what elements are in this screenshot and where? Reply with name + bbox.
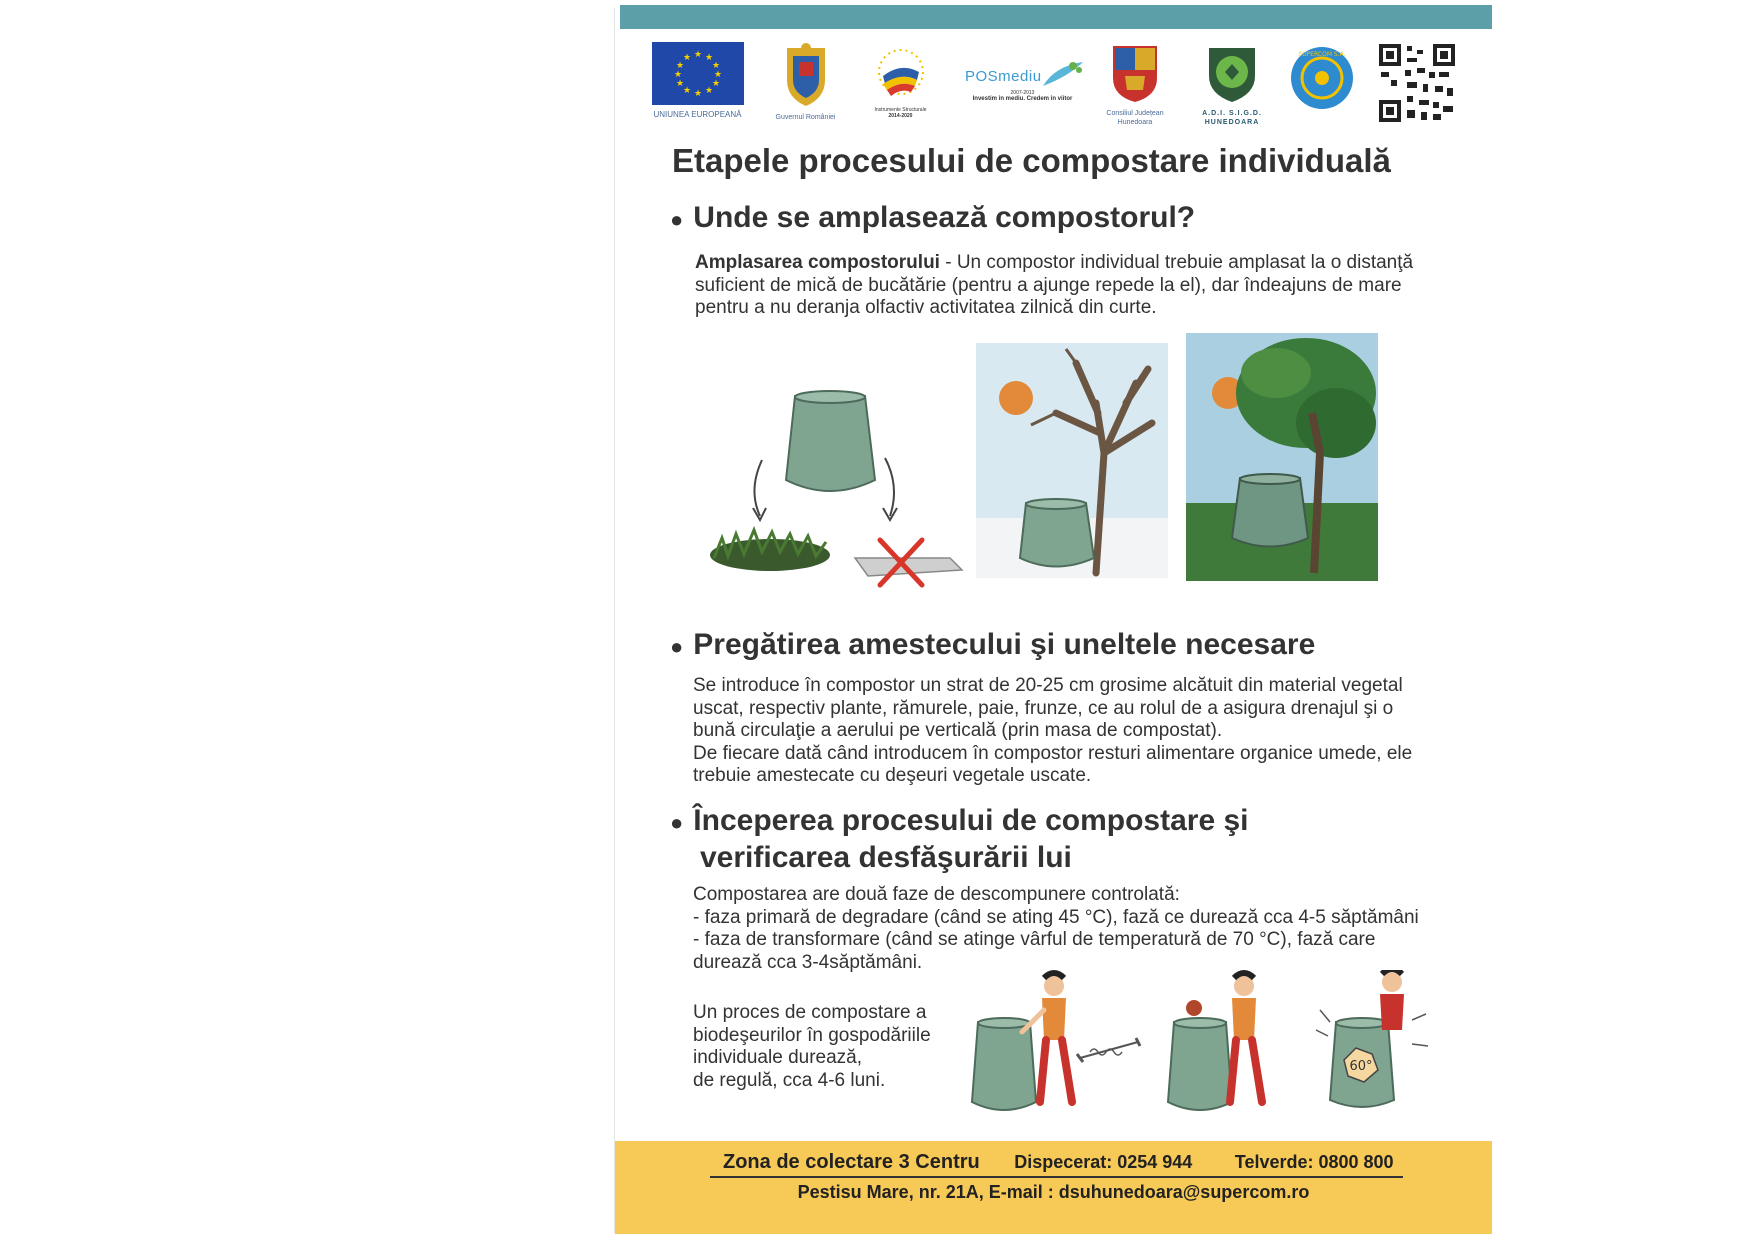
svg-text:★: ★ xyxy=(673,70,682,80)
section2-line: uscat, respectiv plante, rămurele, paie, frunze, ce au rolul de a asigura drenajul şi o xyxy=(693,697,1394,719)
thermometer-reading: 60° xyxy=(1349,1059,1373,1074)
bullet-icon: ● xyxy=(670,809,684,835)
government-caption: Guvernul României xyxy=(775,114,836,121)
structural-instruments-icon xyxy=(871,42,931,102)
logo-strip xyxy=(640,42,1470,132)
section1-lead: Amplasarea compostorului xyxy=(695,252,940,273)
svg-text:★: ★ xyxy=(675,79,684,89)
section3-line: - faza primară de degradare (când se ating 45 °C), fază ce durează cca 4-5 săptămâni xyxy=(693,906,1419,928)
county-council-caption-2: Hunedoara xyxy=(1117,119,1153,126)
duration-line: biodeşeurilor în gospodăriile xyxy=(693,1024,931,1046)
page-title: Etapele procesului de compostare individuală xyxy=(672,142,1391,179)
adi-sigd-caption-2: HUNEDOARA xyxy=(1204,119,1260,126)
qr-code-icon xyxy=(1377,42,1457,124)
posmediu-tagline: Investim în mediu. Credem în viitor xyxy=(972,96,1073,102)
posmediu-leaf-icon xyxy=(1041,60,1085,88)
section3-line: Compostarea are două faze de descompunere controlată: xyxy=(693,884,1180,905)
svg-text:★: ★ xyxy=(704,53,713,63)
svg-text:★: ★ xyxy=(682,86,691,96)
collection-zone: Zona de colectare 3 Centru xyxy=(723,1151,980,1173)
svg-text:★: ★ xyxy=(693,50,702,60)
duration-line: Un proces de compostare a xyxy=(693,1002,927,1023)
section1-line3: pentru a nu deranja olfactiv activitatea zilnică din curte. xyxy=(695,297,1157,318)
top-color-bar xyxy=(620,5,1492,29)
section1-paragraph xyxy=(695,252,1413,320)
duration-paragraph xyxy=(693,1002,931,1092)
composting-steps-illustration xyxy=(960,970,1450,1118)
section3-line: - faza de transformare (când se atinge vârful de temperatură de 70 °C), fază care xyxy=(693,929,1376,950)
posmediu-logo xyxy=(955,60,1090,102)
romanian-coat-of-arms-icon xyxy=(781,42,831,108)
footer-divider xyxy=(710,1176,1403,1178)
summer-tree-illustration xyxy=(1186,333,1378,581)
qr-code xyxy=(1375,42,1459,129)
footer-address: Pestisu Mare, nr. 21A, E-mail : dsuhunedoara@supercom.ro xyxy=(797,1182,1310,1202)
adi-sigd-shield-icon xyxy=(1203,42,1261,104)
section1-line2: suficient de mică de bucătărie (pentru a ajunge repede la el), dar îndeajuns de mare xyxy=(695,274,1402,296)
section2-heading-text: Pregătirea amestecului şi uneltele necesare xyxy=(693,628,1316,661)
section1-heading-text: Unde se amplasează compostorul? xyxy=(693,201,1196,234)
section2-line: Se introduce în compostor un strat de 20-25 cm grosime alcătuit din material vegetal xyxy=(693,675,1403,696)
government-logo xyxy=(768,42,843,122)
section3-heading-line1: Începerea procesului de compostare şi xyxy=(693,804,1249,837)
bin-placement-illustration xyxy=(700,380,970,600)
supercom-name: SUPERCOM S.A. xyxy=(1298,51,1346,58)
duration-line: individuale durează, xyxy=(693,1047,863,1068)
eu-flag-icon xyxy=(652,42,744,105)
section2-line: De fiecare dată când introducem în compostor resturi alimentare organice umede, ele xyxy=(693,742,1413,764)
winter-tree-illustration xyxy=(976,343,1168,578)
posmediu-years: 2007-2013 xyxy=(1010,90,1035,96)
contact-footer xyxy=(615,1141,1492,1234)
footer-contacts xyxy=(723,1151,1413,1174)
svg-text:★: ★ xyxy=(713,70,722,80)
section3-line: durează cca 3-4săptămâni. xyxy=(693,951,923,973)
structural-instruments-logo xyxy=(858,42,943,119)
county-coat-of-arms-icon xyxy=(1109,42,1161,104)
eu-caption: UNIUNEA EUROPEANĂ xyxy=(653,110,742,119)
svg-text:★: ★ xyxy=(693,89,702,99)
section1-heading xyxy=(670,200,1195,237)
section3-heading xyxy=(670,803,1249,875)
structural-instruments-caption-1: Instrumente Structurale xyxy=(874,107,927,113)
county-council-caption-1: Consiliul Județean xyxy=(1106,110,1164,117)
section2-paragraph xyxy=(693,675,1412,788)
posmediu-name: POSmediu xyxy=(965,68,1042,85)
section1-line1: - Un compostor individual trebuie amplasat la o distanţă xyxy=(939,252,1414,273)
section3-heading-line2: verificarea desfăşurării lui xyxy=(700,840,1072,874)
duration-line: de regulă, cca 4-6 luni. xyxy=(693,1069,886,1091)
eu-logo xyxy=(650,42,745,119)
adi-sigd-logo xyxy=(1192,42,1272,127)
svg-text:★: ★ xyxy=(711,61,720,71)
greenline-phone: Telverde: 0800 800 xyxy=(1234,1152,1394,1172)
supercom-emblem-icon xyxy=(1289,42,1355,114)
dispatch-phone: Dispecerat: 0254 944 xyxy=(1014,1152,1193,1172)
page-edge xyxy=(614,8,615,1233)
svg-text:★: ★ xyxy=(704,86,713,96)
structural-instruments-caption-2: 2014-2020 xyxy=(888,113,913,119)
supercom-logo xyxy=(1282,42,1362,119)
svg-text:★: ★ xyxy=(675,61,684,71)
section3-paragraph xyxy=(693,884,1419,974)
section2-line: bună circulaţie a aerului pe verticală (prin masa de compostat). xyxy=(693,720,1223,741)
bullet-icon: ● xyxy=(670,206,684,232)
bullet-icon: ● xyxy=(670,633,684,659)
svg-text:★: ★ xyxy=(711,79,720,89)
adi-sigd-caption-1: A.D.I. S.I.G.D. xyxy=(1202,110,1262,117)
section2-heading xyxy=(670,627,1315,664)
section2-line: trebuie amestecate cu deşeuri vegetale uscate. xyxy=(693,765,1092,786)
county-council-logo xyxy=(1095,42,1175,127)
svg-text:★: ★ xyxy=(682,53,691,63)
